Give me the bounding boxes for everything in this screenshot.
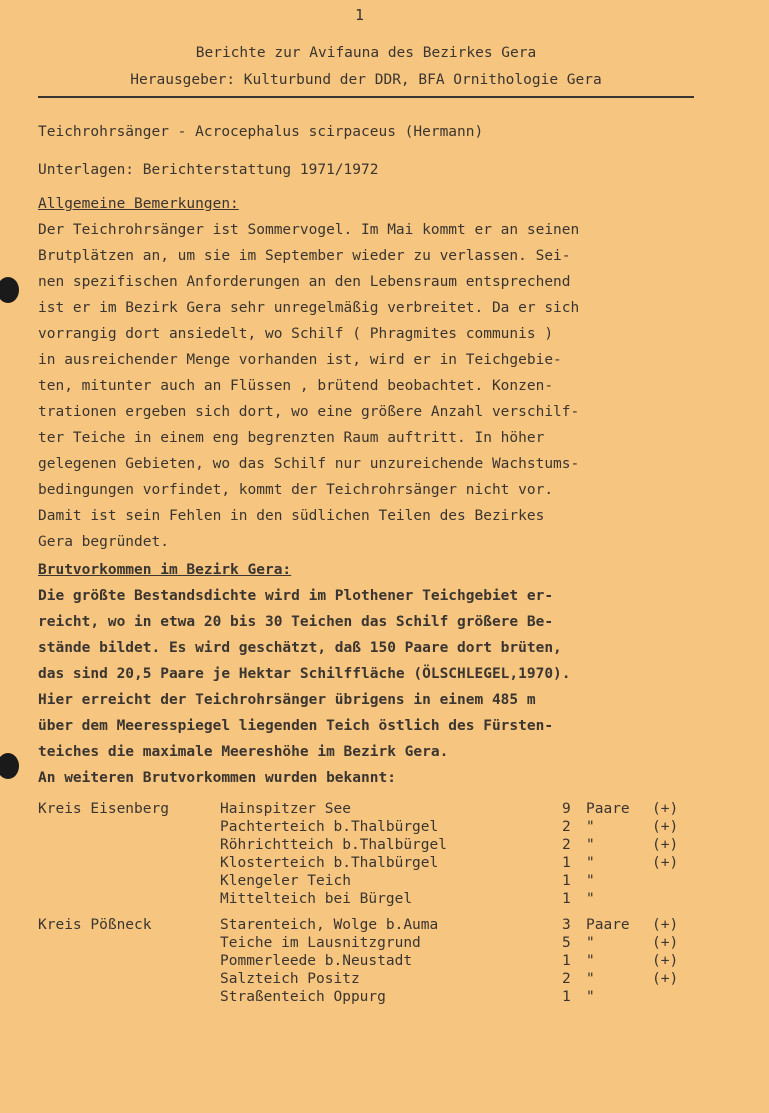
site-name: Klosterteich b.Thalbürgel	[220, 855, 439, 871]
text-line: bedingungen vorfindet, kommt der Teichrohrsänger nicht vor.	[38, 482, 554, 498]
table-row	[0, 989, 769, 1007]
breeding-mark: (+)	[652, 801, 679, 817]
text-line: Hier erreicht der Teichrohrsänger übrigens in einem 485 m	[38, 692, 536, 708]
breeding-mark: (+)	[652, 917, 679, 933]
pair-unit: "	[586, 935, 595, 951]
pair-count: 9	[562, 801, 571, 817]
site-name: Starenteich, Wolge b.Auma	[220, 917, 439, 933]
breeding-mark: (+)	[652, 953, 679, 969]
text-line: vorrangig dort ansiedelt, wo Schilf ( Phragmites communis )	[38, 326, 554, 342]
text-line: teiches die maximale Meereshöhe im Bezirk Gera.	[38, 744, 449, 760]
text-line: trationen ergeben sich dort, wo eine größere Anzahl verschilf-	[38, 404, 580, 420]
pair-count: 1	[562, 989, 571, 1005]
pair-count: 2	[562, 837, 571, 853]
text-line: gelegenen Gebieten, wo das Schilf nur unzureichende Wachstums-	[38, 456, 580, 472]
pair-unit: "	[586, 837, 595, 853]
text-line: stände bildet. Es wird geschätzt, daß 150 Paare dort brüten,	[38, 640, 562, 656]
text-line: ten, mitunter auch an Flüssen , brütend beobachtet. Konzen-	[38, 378, 554, 394]
pair-unit: Paare	[586, 801, 630, 817]
breeding-mark: (+)	[652, 971, 679, 987]
page-number: 1	[355, 6, 365, 24]
pair-unit: "	[586, 855, 595, 871]
pair-unit: Paare	[586, 917, 630, 933]
pair-count: 1	[562, 855, 571, 871]
pair-count: 1	[562, 953, 571, 969]
section-heading-allgemeine: Allgemeine Bemerkungen:	[38, 196, 239, 212]
unterlagen-line: Unterlagen: Berichterstattung 1971/1972	[38, 162, 379, 178]
table-row	[0, 891, 769, 909]
site-name: Pommerleede b.Neustadt	[220, 953, 413, 969]
table-row	[0, 917, 769, 935]
table-row	[0, 801, 769, 819]
site-name: Röhrichtteich b.Thalbürgel	[220, 837, 447, 853]
text-line: Damit ist sein Fehlen in den südlichen Teilen des Bezirkes	[38, 508, 545, 524]
table-row	[0, 837, 769, 855]
text-line: ist er im Bezirk Gera sehr unregelmäßig verbreitet. Da er sich	[38, 300, 580, 316]
site-name: Mittelteich bei Bürgel	[220, 891, 413, 907]
site-name: Hainspitzer See	[220, 801, 351, 817]
table-row	[0, 935, 769, 953]
header-line-2: Herausgeber: Kulturbund der DDR, BFA Ornithologie Gera	[130, 72, 602, 88]
punch-hole	[0, 277, 19, 303]
species-title: Teichrohrsänger - Acrocephalus scirpaceus (Hermann)	[38, 124, 484, 140]
table-row	[0, 855, 769, 873]
breeding-mark: (+)	[652, 837, 679, 853]
text-line: Gera begründet.	[38, 534, 169, 550]
pair-count: 1	[562, 891, 571, 907]
pair-unit: "	[586, 971, 595, 987]
site-name: Straßenteich Oppurg	[220, 989, 386, 1005]
pair-count: 5	[562, 935, 571, 951]
table-row	[0, 971, 769, 989]
pair-unit: "	[586, 873, 595, 889]
text-line: in ausreichender Menge vorhanden ist, wird er in Teichgebie-	[38, 352, 562, 368]
pair-count: 2	[562, 971, 571, 987]
site-name: Salzteich Positz	[220, 971, 360, 987]
breeding-mark: (+)	[652, 819, 679, 835]
pair-count: 2	[562, 819, 571, 835]
pair-count: 3	[562, 917, 571, 933]
breeding-mark: (+)	[652, 855, 679, 871]
breeding-mark: (+)	[652, 935, 679, 951]
kreis-label: Kreis Eisenberg	[38, 801, 169, 817]
text-line: über dem Meeresspiegel liegenden Teich östlich des Fürsten-	[38, 718, 554, 734]
pair-unit: "	[586, 989, 595, 1005]
punch-hole	[0, 753, 19, 779]
table-row	[0, 819, 769, 837]
text-line: An weiteren Brutvorkommen wurden bekannt:	[38, 770, 396, 786]
table-row	[0, 953, 769, 971]
site-name: Klengeler Teich	[220, 873, 351, 889]
pair-unit: "	[586, 819, 595, 835]
text-line: Brutplätzen an, um sie im September wieder zu verlassen. Sei-	[38, 248, 571, 264]
site-name: Pachterteich b.Thalbürgel	[220, 819, 439, 835]
header-line-1: Berichte zur Avifauna des Bezirkes Gera	[195, 45, 537, 61]
section-heading-brutvorkommen: Brutvorkommen im Bezirk Gera:	[38, 562, 292, 578]
pair-count: 1	[562, 873, 571, 889]
text-line: Der Teichrohrsänger ist Sommervogel. Im Mai kommt er an seinen	[38, 222, 580, 238]
site-name: Teiche im Lausnitzgrund	[220, 935, 421, 951]
text-line: ter Teiche in einem eng begrenzten Raum auftritt. In höher	[38, 430, 545, 446]
text-line: Die größte Bestandsdichte wird im Plothener Teichgebiet er-	[38, 588, 554, 604]
text-line: das sind 20,5 Paare je Hektar Schilffläche (ÖLSCHLEGEL,1970).	[38, 666, 571, 682]
table-row	[0, 873, 769, 891]
text-line: reicht, wo in etwa 20 bis 30 Teichen das Schilf größere Be-	[38, 614, 554, 630]
header-rule	[38, 96, 694, 98]
pair-unit: "	[586, 891, 595, 907]
kreis-label: Kreis Pößneck	[38, 917, 152, 933]
text-line: nen spezifischen Anforderungen an den Lebensraum entsprechend	[38, 274, 571, 290]
pair-unit: "	[586, 953, 595, 969]
